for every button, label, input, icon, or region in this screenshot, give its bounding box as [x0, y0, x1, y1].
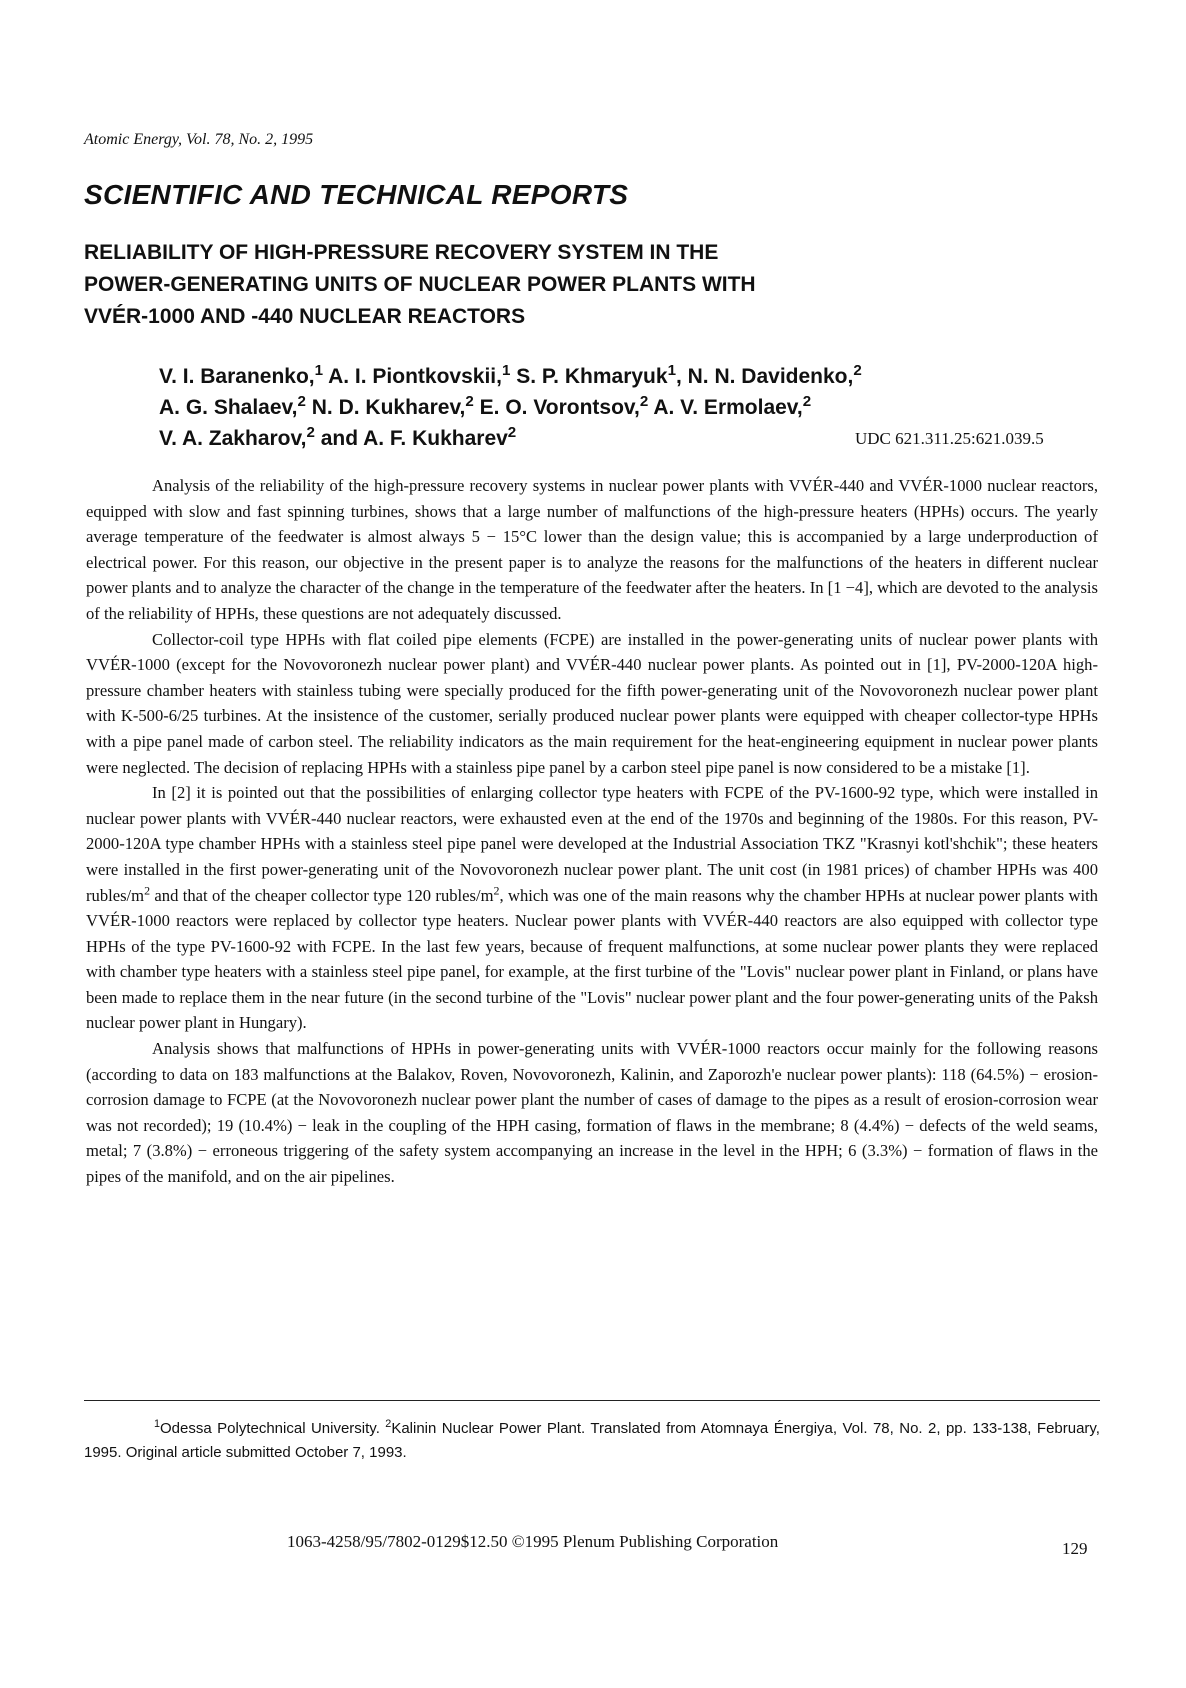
footnote: $^1$Odessa Polytechnical University. $^2$Kalinin Nuclear Power Plant. Translated from Atomnaya Énergiya, Vol. 78, No. 2, pp. 133-138, February, 1995. Original article submitted October 7, 1993. [84, 1418, 1100, 1461]
author-line: V. I. Baranenko,$^1$ A. I. Piontkovskii,$^1$ S. P. Khmaryuk$^1$, N. N. Davidenko,$^2$ [159, 362, 862, 388]
copyright-line: 1063-4258/95/7802-0129$12.50 ©1995 Plenum Publishing Corporation [287, 1532, 779, 1551]
author-list [159, 361, 862, 454]
footnote-divider [84, 1400, 1100, 1401]
journal-citation: Atomic Energy, Vol. 78, No. 2, 1995 [84, 131, 314, 148]
title-line: RELIABILITY OF HIGH-PRESSURE RECOVERY SYSTEM IN THE [84, 241, 719, 264]
paragraph: Collector-coil type HPHs with flat coiled pipe elements (FCPE) are installed in the power-generating units of nuclear power plants with VVÉR-1000 (except for the Novovoronezh nuclear power plant) and VVÉR-440 nuclear power plants. As pointed out in [1], PV-2000-120A high-pressure chamber heaters with stainless tubing were specially produced for the fifth power-generating unit of the Novovoronezh nuclear power plant with K-500-6/25 turbines. At the insistence of the customer, serially produced nuclear power plants were equipped with cheaper collector-type HPHs with a pipe panel made of carbon steel. The reliability indicators as the main requirement for the heat-engineering equipment in nuclear power plants were neglected. The decision of replacing HPHs with a stainless pipe panel by a carbon steel pipe panel is now considered to be a mistake [1]. [86, 629, 1098, 777]
paragraph: Analysis shows that malfunctions of HPHs in power-generating units with VVÉR-1000 reactors occur mainly for the following reasons (according to data on 183 malfunctions at the Balakov, Roven, Novovoronezh, Kalinin, and Zaporozh'e nuclear power plants): 118 (64.5%) − erosion-corrosion damage to FCPE (at the Novovoronezh nuclear power plant the number of cases of damage to the pipes as a result of erosion-corrosion wear was not recorded); 19 (10.4%) − leak in the coupling of the HPH casing, formation of flaws in the membrane; 8 (4.4%) − defects of the weld seams, metal; 7 (3.8%) − erroneous triggering of the safety system accompanying an increase in the level in the HPH; 6 (3.3%) − formation of flaws in the pipes of the manifold, and on the air pipelines. [86, 1039, 1098, 1187]
article-title [84, 237, 756, 333]
page-number: 129 [1062, 1539, 1088, 1558]
paragraph: In [2] it is pointed out that the possibilities of enlarging collector type heaters with FCPE of the PV-1600-92 type, which were installed in nuclear power plants with VVÉR-440 nuclear reactors, were exhausted even at the end of the 1970s and beginning of the 1980s. For this reason, PV-2000-120A type chamber HPHs with a stainless steel pipe panel were developed at the Industrial Association TKZ "Krasnyi kotl'shchik"; these heaters were installed in the first power-generating unit of the Novovoronezh nuclear power plant. The unit cost (in 1981 prices) of chamber HPHs was 400 rubles/$m^2$ and that of the cheaper collector type 120 rubles/$m^2$, which was one of the main reasons why the chamber HPHs at nuclear power plants with VVÉR-1000 reactors were replaced by collector type heaters. Nuclear power plants with VVÉR-440 reactors are also equipped with collector type HPHs of the type PV-1600-92 with FCPE. In the last few years, because of frequent malfunctions, at some nuclear power plants they were replaced with chamber type heaters with a stainless steel pipe panel, for example, at the first turbine of the "Lovis" nuclear power plant in Finland, or plans have been made to replace them in the near future (in the second turbine of the "Lovis" nuclear power plant and the four power-generating units of the Paksh nuclear power plant in Hungary). [86, 783, 1098, 1033]
udc-code: UDC 621.311.25:621.039.5 [855, 429, 1044, 448]
paragraph-abstract: Analysis of the reliability of the high-pressure recovery systems in nuclear power plants with VVÉR-440 and VVÉR-1000 nuclear reactors, equipped with slow and fast spinning turbines, shows that a large number of malfunctions of the high-pressure heaters (HPHs) occurs. The yearly average temperature of the feedwater is almost always 5 − 15°C lower than the design value; this is accompanied by a large underproduction of electrical power. For this reason, our objective in the present paper is to analyze the reasons for the malfunctions of the heaters in different nuclear power plants and to analyze the character of the change in the temperature of the feedwater after the heaters. In [1 −4], which are devoted to the analysis of the reliability of HPHs, these questions are not adequately discussed. [86, 476, 1098, 623]
article-body [86, 473, 1098, 1190]
author-line: V. A. Zakharov,$^2$ and A. F. Kukharev$^2$ [159, 424, 517, 450]
section-heading: SCIENTIFIC AND TECHNICAL REPORTS [84, 179, 629, 210]
title-line: POWER-GENERATING UNITS OF NUCLEAR POWER PLANTS WITH [84, 273, 756, 296]
author-line: A. G. Shalaev,$^2$ N. D. Kukharev,$^2$ E. O. Vorontsov,$^2$ A. V. Ermolaev,$^2$ [159, 393, 812, 419]
title-line: VVÉR-1000 AND -440 NUCLEAR REACTORS [84, 305, 526, 328]
